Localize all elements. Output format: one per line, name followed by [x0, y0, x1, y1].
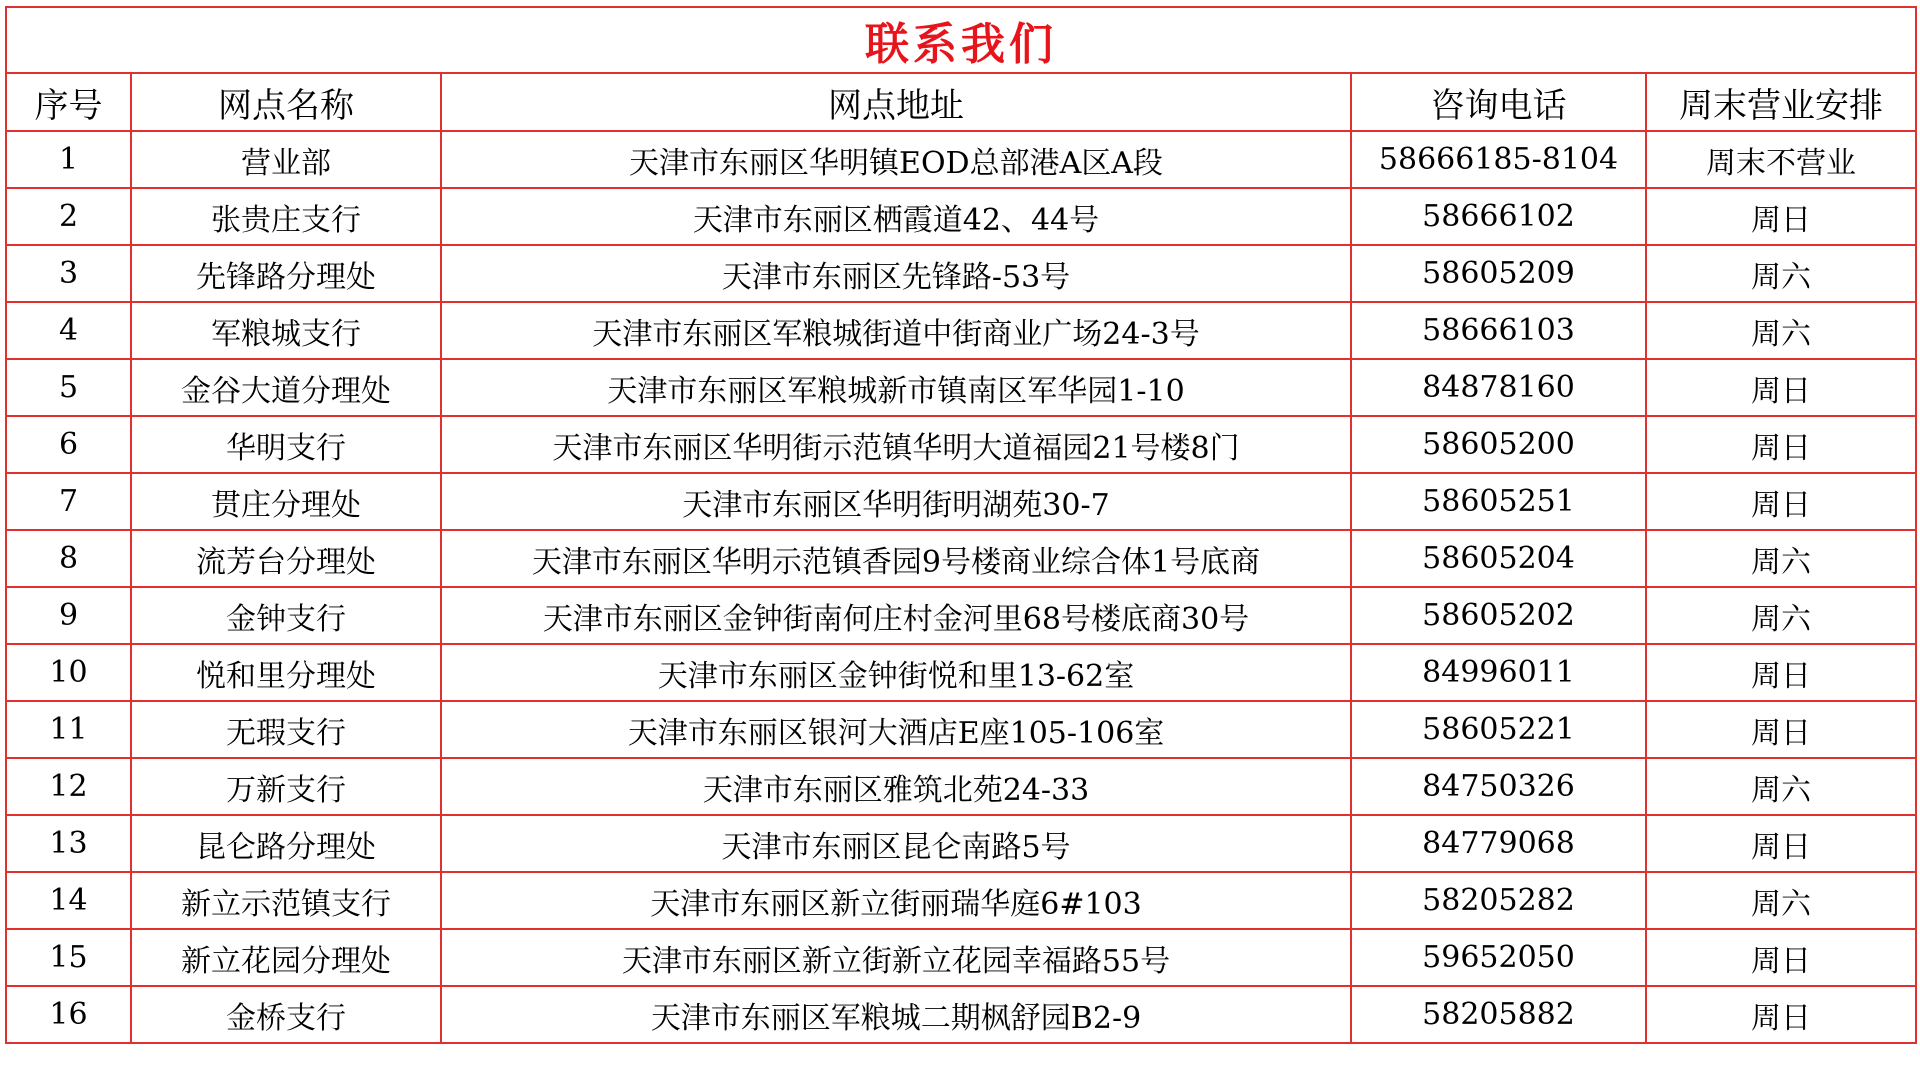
branch-address: 天津市东丽区昆仑南路5号	[441, 815, 1351, 872]
table-row	[6, 872, 1916, 929]
row-index: 13	[6, 815, 131, 872]
table-body	[6, 131, 1916, 1043]
weekend-schedule: 周日	[1646, 986, 1916, 1043]
branch-name: 金桥支行	[131, 986, 441, 1043]
branch-name: 新立花园分理处	[131, 929, 441, 986]
phone-number: 58605251	[1351, 473, 1646, 530]
column-header-phone: 咨询电话	[1351, 73, 1646, 131]
row-index: 4	[6, 302, 131, 359]
branch-name: 流芳台分理处	[131, 530, 441, 587]
branch-address: 天津市东丽区军粮城新市镇南区军华园1-10	[441, 359, 1351, 416]
branch-address: 天津市东丽区华明镇EOD总部港A区A段	[441, 131, 1351, 188]
weekend-schedule: 周日	[1646, 473, 1916, 530]
table-row	[6, 359, 1916, 416]
phone-number: 58666185-8104	[1351, 131, 1646, 188]
row-index: 9	[6, 587, 131, 644]
header-row	[6, 73, 1916, 131]
phone-number: 84996011	[1351, 644, 1646, 701]
branch-name: 万新支行	[131, 758, 441, 815]
table-row	[6, 416, 1916, 473]
weekend-schedule: 周末不营业	[1646, 131, 1916, 188]
column-header-branch-name: 网点名称	[131, 73, 441, 131]
weekend-schedule: 周日	[1646, 359, 1916, 416]
row-index: 16	[6, 986, 131, 1043]
branch-name: 贯庄分理处	[131, 473, 441, 530]
row-index: 12	[6, 758, 131, 815]
phone-number: 58605200	[1351, 416, 1646, 473]
branch-address: 天津市东丽区新立街新立花园幸福路55号	[441, 929, 1351, 986]
weekend-schedule: 周六	[1646, 530, 1916, 587]
weekend-schedule: 周六	[1646, 245, 1916, 302]
weekend-schedule: 周六	[1646, 758, 1916, 815]
branch-name: 先锋路分理处	[131, 245, 441, 302]
branch-address: 天津市东丽区银河大酒店E座105-106室	[441, 701, 1351, 758]
weekend-schedule: 周日	[1646, 188, 1916, 245]
phone-number: 58605202	[1351, 587, 1646, 644]
branch-name: 新立示范镇支行	[131, 872, 441, 929]
phone-number: 58605204	[1351, 530, 1646, 587]
branch-name: 华明支行	[131, 416, 441, 473]
column-header-index: 序号	[6, 73, 131, 131]
branch-name: 金谷大道分理处	[131, 359, 441, 416]
table-row	[6, 302, 1916, 359]
branch-address: 天津市东丽区军粮城二期枫舒园B2-9	[441, 986, 1351, 1043]
branch-address: 天津市东丽区金钟街悦和里13-62室	[441, 644, 1351, 701]
branch-address: 天津市东丽区华明示范镇香园9号楼商业综合体1号底商	[441, 530, 1351, 587]
weekend-schedule: 周日	[1646, 929, 1916, 986]
branch-address: 天津市东丽区雅筑北苑24-33	[441, 758, 1351, 815]
row-index: 3	[6, 245, 131, 302]
branch-address: 天津市东丽区金钟街南何庄村金河里68号楼底商30号	[441, 587, 1351, 644]
weekend-schedule: 周六	[1646, 872, 1916, 929]
title-row	[6, 7, 1916, 73]
table-row	[6, 644, 1916, 701]
row-index: 7	[6, 473, 131, 530]
table-row	[6, 701, 1916, 758]
table-row	[6, 131, 1916, 188]
weekend-schedule: 周日	[1646, 644, 1916, 701]
table-row	[6, 587, 1916, 644]
row-index: 14	[6, 872, 131, 929]
phone-number: 58666103	[1351, 302, 1646, 359]
row-index: 2	[6, 188, 131, 245]
weekend-schedule: 周六	[1646, 302, 1916, 359]
branch-name: 张贵庄支行	[131, 188, 441, 245]
weekend-schedule: 周日	[1646, 815, 1916, 872]
branch-address: 天津市东丽区华明街示范镇华明大道福园21号楼8门	[441, 416, 1351, 473]
row-index: 1	[6, 131, 131, 188]
row-index: 11	[6, 701, 131, 758]
phone-number: 58666102	[1351, 188, 1646, 245]
phone-number: 58605221	[1351, 701, 1646, 758]
page-title: 联系我们	[6, 7, 1916, 73]
phone-number: 58205882	[1351, 986, 1646, 1043]
table-row	[6, 245, 1916, 302]
branch-address: 天津市东丽区新立街丽瑞华庭6#103	[441, 872, 1351, 929]
contact-table	[5, 6, 1917, 1044]
branch-name: 悦和里分理处	[131, 644, 441, 701]
branch-name: 无瑕支行	[131, 701, 441, 758]
weekend-schedule: 周六	[1646, 587, 1916, 644]
row-index: 5	[6, 359, 131, 416]
branch-address: 天津市东丽区先锋路-53号	[441, 245, 1351, 302]
table-row	[6, 188, 1916, 245]
table-row	[6, 473, 1916, 530]
branch-name: 营业部	[131, 131, 441, 188]
row-index: 8	[6, 530, 131, 587]
branch-address: 天津市东丽区华明街明湖苑30-7	[441, 473, 1351, 530]
phone-number: 58205282	[1351, 872, 1646, 929]
row-index: 6	[6, 416, 131, 473]
table-row	[6, 929, 1916, 986]
table-row	[6, 530, 1916, 587]
table-row	[6, 815, 1916, 872]
branch-address: 天津市东丽区军粮城街道中街商业广场24-3号	[441, 302, 1351, 359]
branch-address: 天津市东丽区栖霞道42、44号	[441, 188, 1351, 245]
table-row	[6, 986, 1916, 1043]
column-header-weekend-schedule: 周末营业安排	[1646, 73, 1916, 131]
phone-number: 59652050	[1351, 929, 1646, 986]
phone-number: 84750326	[1351, 758, 1646, 815]
branch-name: 金钟支行	[131, 587, 441, 644]
weekend-schedule: 周日	[1646, 416, 1916, 473]
phone-number: 84779068	[1351, 815, 1646, 872]
table-row	[6, 758, 1916, 815]
column-header-address: 网点地址	[441, 73, 1351, 131]
row-index: 15	[6, 929, 131, 986]
weekend-schedule: 周日	[1646, 701, 1916, 758]
phone-number: 58605209	[1351, 245, 1646, 302]
row-index: 10	[6, 644, 131, 701]
phone-number: 84878160	[1351, 359, 1646, 416]
branch-name: 昆仑路分理处	[131, 815, 441, 872]
branch-name: 军粮城支行	[131, 302, 441, 359]
